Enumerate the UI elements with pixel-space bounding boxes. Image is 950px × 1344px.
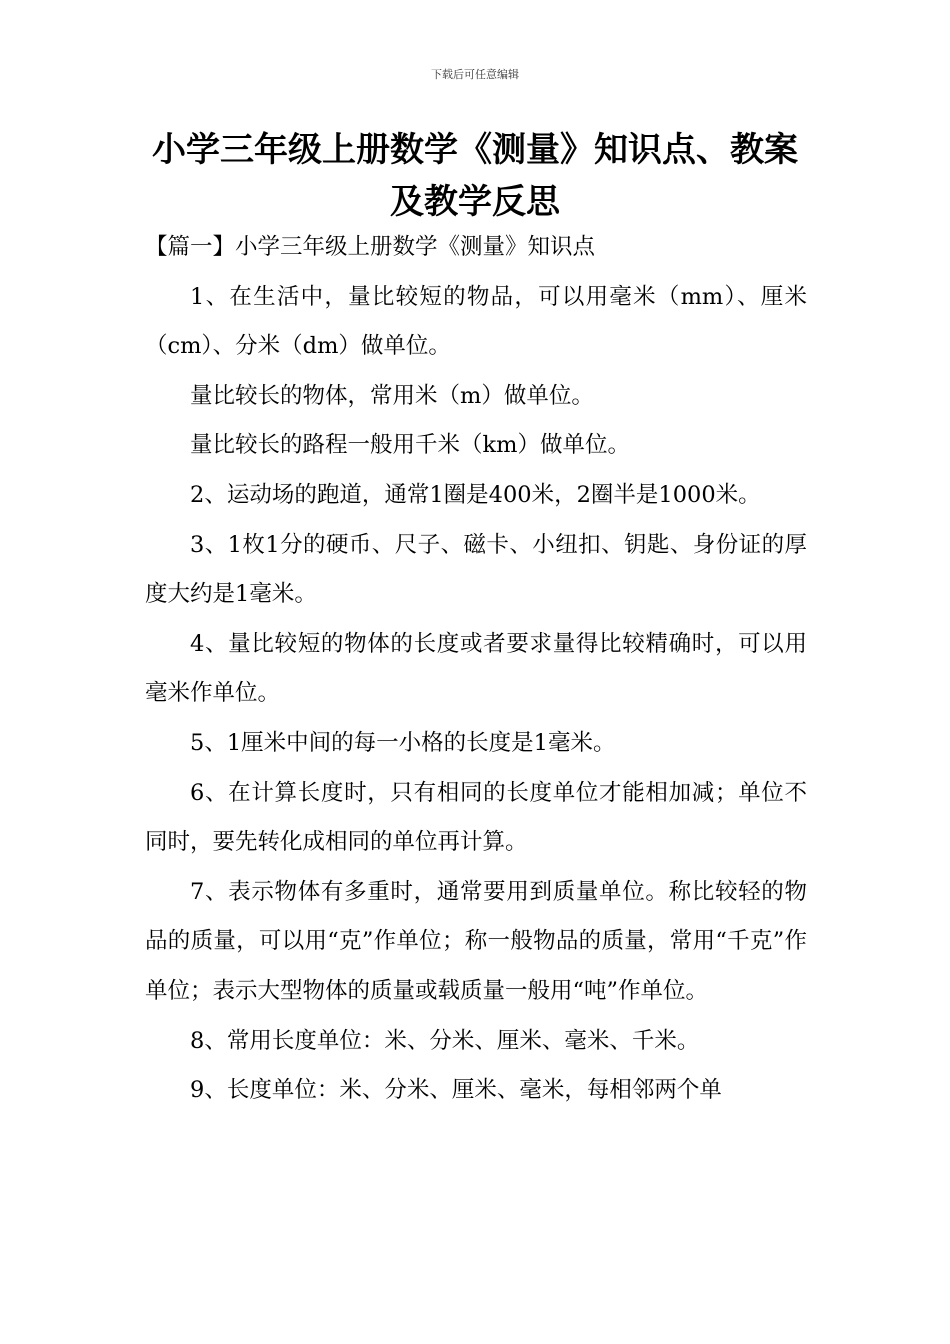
- paragraph: 量比较长的路程一般用千米（km）做单位。: [190, 432, 630, 459]
- paragraph: 3、1枚1分的硬币、尺子、磁卡、小纽扣、钥匙、身份证的厚度大约是1毫米。: [145, 531, 807, 608]
- paragraph: 9、长度单位：米、分米、厘米、毫米，每相邻两个单: [190, 1077, 722, 1104]
- section-heading: 【篇一】小学三年级上册数学《测量》知识点: [145, 234, 596, 260]
- paragraph: 5、1厘米中间的每一小格的长度是1毫米。: [190, 729, 616, 756]
- paragraph: 4、量比较短的物体的长度或者要求量得比较精确时，可以用毫米作单位。: [145, 630, 807, 707]
- paragraph: 8、常用长度单位：米、分米、厘米、毫米、千米。: [190, 1027, 700, 1054]
- paragraph: 6、在计算长度时，只有相同的长度单位才能相加减；单位不同时，要先转化成相同的单位再计算。: [145, 779, 807, 856]
- document-body: [145, 223, 807, 1116]
- header-note: 下载后可任意编辑: [431, 68, 519, 81]
- document-title: 小学三年级上册数学《测量》知识点、教案及教学反思: [152, 130, 798, 222]
- paragraph: 量比较长的物体，常用米（m）做单位。: [190, 382, 594, 409]
- paragraph: 2、运动场的跑道，通常1圈是400米，2圈半是1000米。: [190, 481, 761, 508]
- paragraph: 1、在生活中，量比较短的物品，可以用毫米（mm）、厘米（cm）、分米（dm）做单位。: [145, 283, 807, 360]
- paragraph: 7、表示物体有多重时，通常要用到质量单位。称比较轻的物品的质量，可以用“克”作单位；称一般物品的质量，常用“千克”作单位；表示大型物体的质量或载质量一般用“吨”作单位。: [145, 878, 807, 1004]
